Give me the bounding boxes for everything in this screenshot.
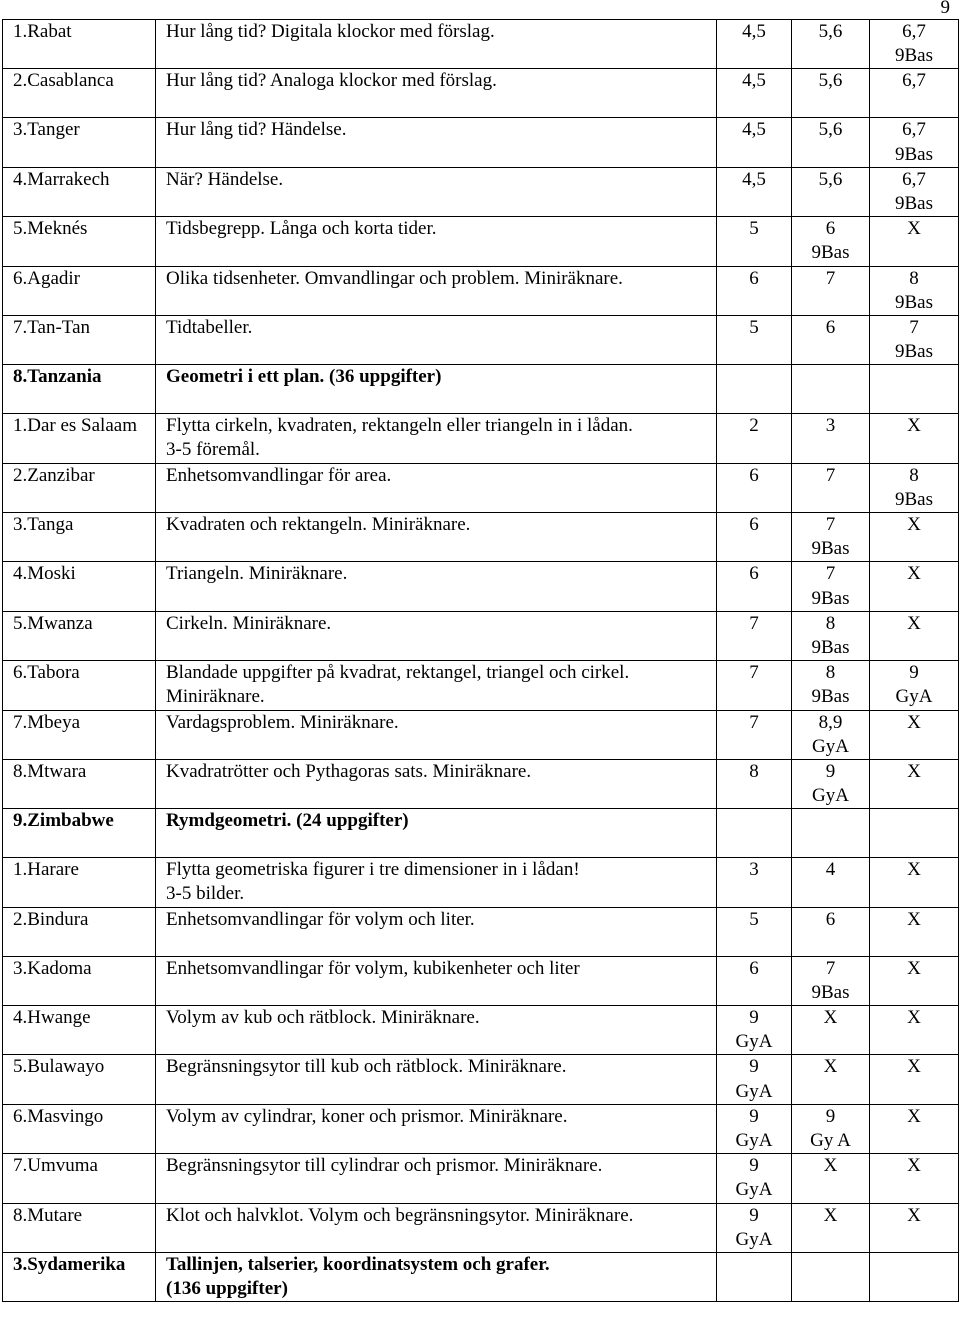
level-cell-b xyxy=(792,1104,870,1153)
exercise-name: 6.Tabora xyxy=(3,661,156,710)
description-line: Cirkeln. Miniräknare. xyxy=(166,612,332,634)
level-value: 7 xyxy=(825,957,836,979)
level-value: 5 xyxy=(749,908,759,930)
exercise-name: 2.Bindura xyxy=(3,907,156,956)
level-cell-c xyxy=(870,759,959,808)
description-line: Rymdgeometri. (24 uppgifter) xyxy=(166,810,409,832)
table-row xyxy=(3,611,959,660)
level-cell-c xyxy=(870,1154,959,1203)
level-value: 9 xyxy=(749,1105,759,1127)
exercise-description xyxy=(156,414,717,463)
level-value: 2 xyxy=(749,415,759,437)
exercise-description xyxy=(156,167,717,216)
level-cell-c xyxy=(870,217,959,266)
table-row xyxy=(3,759,959,808)
section-row xyxy=(3,1252,959,1301)
description-line: Tidsbegrepp. Långa och korta tider. xyxy=(166,218,437,240)
level-value: 6 xyxy=(825,316,836,338)
table-row xyxy=(3,956,959,1005)
table-row xyxy=(3,562,959,611)
level-value: 9Bas xyxy=(811,686,850,708)
level-cell-b xyxy=(792,1055,870,1104)
level-cell-b xyxy=(792,118,870,167)
level-value: 5,6 xyxy=(818,21,843,42)
level-cell-b xyxy=(792,315,870,364)
exercise-description xyxy=(156,217,717,266)
level-value: 4,5 xyxy=(742,70,766,92)
description-line: Enhetsomvandlingar för volym och liter. xyxy=(166,908,475,930)
table-row xyxy=(3,513,959,562)
level-cell-b xyxy=(792,69,870,118)
description-line: Begränsningsytor till kub och rätblock. Miniräknare. xyxy=(166,1056,567,1078)
exercise-description xyxy=(156,20,717,69)
level-cell-a xyxy=(717,1055,792,1104)
level-cell-a xyxy=(717,266,792,315)
level-cell-a xyxy=(717,858,792,907)
exercise-name: 1.Harare xyxy=(3,858,156,907)
table-row xyxy=(3,20,959,69)
level-value: 9 xyxy=(749,1007,759,1028)
level-value: 7 xyxy=(825,563,836,585)
level-cell-c xyxy=(870,562,959,611)
exercise-name: 1.Rabat xyxy=(3,20,156,69)
level-value: 8 xyxy=(749,760,759,782)
table-row xyxy=(3,1006,959,1055)
exercise-name: 5.Bulawayo xyxy=(3,1055,156,1104)
section-row xyxy=(3,809,959,858)
exercise-name: 4.Marrakech xyxy=(3,167,156,216)
level-cell-c xyxy=(870,414,959,463)
level-value: X xyxy=(907,1007,921,1028)
level-value: GyA xyxy=(735,1031,773,1053)
level-value: 9Bas xyxy=(811,636,850,658)
level-value: X xyxy=(907,218,921,240)
level-cell-b xyxy=(792,217,870,266)
table-row xyxy=(3,463,959,512)
level-value: X xyxy=(907,760,921,782)
level-cell-a xyxy=(717,463,792,512)
level-cell-b xyxy=(792,414,870,463)
exercise-name: 5.Mwanza xyxy=(3,611,156,660)
exercise-name: 2.Zanzibar xyxy=(3,463,156,512)
level-value: X xyxy=(823,1056,838,1078)
level-value: 7 xyxy=(825,464,836,486)
level-value: 6 xyxy=(825,908,836,930)
level-cell-c xyxy=(870,1252,959,1301)
level-cell-a xyxy=(717,907,792,956)
level-cell-a xyxy=(717,20,792,69)
table-row xyxy=(3,266,959,315)
table-row xyxy=(3,69,959,118)
level-cell-b xyxy=(792,1154,870,1203)
table-row xyxy=(3,1104,959,1153)
level-value: 8 xyxy=(909,464,919,486)
level-cell-a xyxy=(717,217,792,266)
exercise-description xyxy=(156,463,717,512)
level-value: X xyxy=(907,908,921,930)
level-cell-a xyxy=(717,315,792,364)
exercise-name: 1.Dar es Salaam xyxy=(3,414,156,463)
level-value: 6 xyxy=(749,957,759,979)
level-value: Gy A xyxy=(810,1129,851,1151)
description-line: Tallinjen, talserier, koordinatsystem och grafer. xyxy=(166,1253,550,1275)
exercise-name: 2.Casablanca xyxy=(3,69,156,118)
description-line: När? Händelse. xyxy=(166,168,284,190)
exercise-name: 6.Masvingo xyxy=(3,1104,156,1153)
table-row xyxy=(3,167,959,216)
level-value: X xyxy=(907,563,921,585)
level-value: 7 xyxy=(909,316,919,338)
level-cell-c xyxy=(870,710,959,759)
level-cell-a xyxy=(717,513,792,562)
level-value: 3 xyxy=(749,859,759,881)
level-value: 6 xyxy=(825,218,836,240)
level-cell-c xyxy=(870,266,959,315)
exercise-name: 3.Kadoma xyxy=(3,956,156,1005)
exercise-name: 3.Tanger xyxy=(3,118,156,167)
level-value: 5,6 xyxy=(818,70,843,92)
table-row xyxy=(3,661,959,710)
level-cell-c xyxy=(870,20,959,69)
level-value: 6 xyxy=(749,464,759,486)
level-value: 9Bas xyxy=(895,341,933,363)
exercise-description xyxy=(156,809,717,858)
level-value: 9 xyxy=(749,1204,759,1226)
level-value: X xyxy=(823,1007,838,1028)
level-value: X xyxy=(823,1155,838,1177)
level-value: X xyxy=(907,1056,921,1078)
level-cell-a xyxy=(717,1252,792,1301)
level-value: 5 xyxy=(749,218,759,240)
level-value: 6,7 xyxy=(902,70,926,92)
table-row xyxy=(3,1154,959,1203)
level-cell-a xyxy=(717,365,792,414)
exercise-description xyxy=(156,1203,717,1252)
table-row xyxy=(3,1055,959,1104)
level-value: 4,5 xyxy=(742,21,766,42)
exercise-description xyxy=(156,956,717,1005)
level-value: GyA xyxy=(895,686,933,708)
level-cell-b xyxy=(792,266,870,315)
level-value: 8,9 xyxy=(818,711,843,733)
level-value: 4,5 xyxy=(742,168,766,190)
exercise-description xyxy=(156,562,717,611)
level-value: X xyxy=(907,612,921,634)
level-cell-b xyxy=(792,710,870,759)
level-value: 9 xyxy=(749,1056,759,1078)
level-value: 9 xyxy=(909,662,919,684)
level-cell-b xyxy=(792,562,870,611)
exercise-name: 7.Mbeya xyxy=(3,710,156,759)
description-line: Flytta geometriska figurer i tre dimensioner in i lådan! xyxy=(166,859,580,881)
level-cell-b xyxy=(792,20,870,69)
level-value: 6 xyxy=(749,514,759,535)
level-value: 8 xyxy=(825,662,836,684)
level-cell-b xyxy=(792,167,870,216)
description-line: Enhetsomvandlingar för volym, kubikenheter och liter xyxy=(166,957,580,979)
level-value: 6,7 xyxy=(902,119,926,141)
level-value: GyA xyxy=(735,1129,773,1151)
level-value: X xyxy=(907,1105,921,1127)
level-cell-b xyxy=(792,956,870,1005)
level-value: X xyxy=(823,1204,838,1226)
level-cell-c xyxy=(870,118,959,167)
level-cell-c xyxy=(870,809,959,858)
level-value: 6 xyxy=(749,267,759,289)
level-value: 4 xyxy=(825,859,836,881)
level-value: 7 xyxy=(825,267,836,289)
exercise-name: 6.Agadir xyxy=(3,266,156,315)
description-line: Miniräknare. xyxy=(166,686,265,708)
description-line: 3-5 bilder. xyxy=(166,883,245,905)
description-line: Flytta cirkeln, kvadraten, rektangeln eller triangeln in i lådan. xyxy=(166,415,633,437)
exercise-description xyxy=(156,858,717,907)
level-cell-c xyxy=(870,1006,959,1055)
level-value: 5,6 xyxy=(818,168,843,190)
description-line: Kvadratrötter och Pythagoras sats. Miniräknare. xyxy=(166,760,532,782)
level-cell-a xyxy=(717,414,792,463)
level-cell-c xyxy=(870,167,959,216)
table-row xyxy=(3,710,959,759)
level-cell-c xyxy=(870,611,959,660)
description-line: Enhetsomvandlingar för area. xyxy=(166,464,392,486)
level-cell-a xyxy=(717,69,792,118)
description-line: 3-5 föremål. xyxy=(166,439,260,461)
exercise-description xyxy=(156,118,717,167)
exercise-name: 7.Tan-Tan xyxy=(3,315,156,364)
description-line: Triangeln. Miniräknare. xyxy=(166,563,348,585)
level-cell-c xyxy=(870,858,959,907)
level-value: X xyxy=(907,711,921,733)
level-value: 9Bas xyxy=(895,291,933,313)
level-value: X xyxy=(907,1204,921,1226)
level-value: GyA xyxy=(735,1179,773,1201)
exercise-description xyxy=(156,1104,717,1153)
level-value: 3 xyxy=(825,415,836,437)
level-cell-a xyxy=(717,956,792,1005)
level-cell-c xyxy=(870,907,959,956)
level-cell-a xyxy=(717,809,792,858)
exercise-name: 4.Moski xyxy=(3,562,156,611)
exercise-description xyxy=(156,513,717,562)
description-line: Geometri i ett plan. (36 uppgifter) xyxy=(166,366,442,388)
description-line: Volym av kub och rätblock. Miniräknare. xyxy=(166,1007,480,1028)
exercise-description xyxy=(156,365,717,414)
table-row xyxy=(3,118,959,167)
section-name: 9.Zimbabwe xyxy=(3,809,156,858)
level-cell-b xyxy=(792,365,870,414)
level-cell-a xyxy=(717,661,792,710)
level-cell-b xyxy=(792,809,870,858)
exercise-description xyxy=(156,907,717,956)
exercise-name: 8.Mutare xyxy=(3,1203,156,1252)
description-line: Blandade uppgifter på kvadrat, rektangel, triangel och cirkel. xyxy=(166,662,630,684)
level-cell-c xyxy=(870,69,959,118)
section-name: 8.Tanzania xyxy=(3,365,156,414)
exercise-description xyxy=(156,315,717,364)
level-value: 9Bas xyxy=(811,587,850,609)
level-value: 9Bas xyxy=(811,538,850,560)
level-value: X xyxy=(907,957,921,979)
description-line: Hur lång tid? Händelse. xyxy=(166,119,347,141)
level-cell-b xyxy=(792,858,870,907)
description-line: Begränsningsytor till cylindrar och prismor. Miniräknare. xyxy=(166,1155,603,1177)
level-cell-b xyxy=(792,1203,870,1252)
exercise-name: 3.Tanga xyxy=(3,513,156,562)
level-value: 9Bas xyxy=(895,192,933,214)
exercise-description xyxy=(156,710,717,759)
level-value: GyA xyxy=(735,1080,773,1102)
section-name: 3.Sydamerika xyxy=(3,1252,156,1301)
level-cell-c xyxy=(870,315,959,364)
table-row xyxy=(3,217,959,266)
exercise-name: 7.Umvuma xyxy=(3,1154,156,1203)
level-value: 7 xyxy=(749,711,759,733)
level-value: 5,6 xyxy=(818,119,843,141)
level-cell-b xyxy=(792,907,870,956)
description-line: Hur lång tid? Analoga klockor med förslag. xyxy=(166,70,497,92)
exercise-name: 5.Meknés xyxy=(3,217,156,266)
description-line: Klot och halvklot. Volym och begränsningsytor. Miniräknare. xyxy=(166,1204,634,1226)
level-cell-c xyxy=(870,661,959,710)
level-value: 9Bas xyxy=(895,45,933,67)
level-value: 5 xyxy=(749,316,759,338)
exercise-description xyxy=(156,1006,717,1055)
exercise-description xyxy=(156,661,717,710)
level-value: 6,7 xyxy=(902,21,926,42)
level-value: 6,7 xyxy=(902,168,926,190)
level-value: X xyxy=(907,415,921,437)
level-cell-a xyxy=(717,1203,792,1252)
description-line: (136 uppgifter) xyxy=(166,1278,288,1300)
level-cell-a xyxy=(717,1154,792,1203)
level-cell-b xyxy=(792,611,870,660)
level-cell-a xyxy=(717,1006,792,1055)
level-value: 7 xyxy=(749,612,759,634)
level-value: 4,5 xyxy=(742,119,766,141)
exercise-description xyxy=(156,266,717,315)
page-number: 9 xyxy=(940,0,950,18)
level-value: 9Bas xyxy=(811,981,850,1003)
description-line: Vardagsproblem. Miniräknare. xyxy=(166,711,399,733)
level-cell-c xyxy=(870,365,959,414)
table-row xyxy=(3,315,959,364)
table-row xyxy=(3,858,959,907)
level-cell-a xyxy=(717,562,792,611)
level-cell-c xyxy=(870,1203,959,1252)
level-value: GyA xyxy=(812,735,849,757)
level-value: 9Bas xyxy=(811,242,850,264)
description-line: Kvadraten och rektangeln. Miniräknare. xyxy=(166,514,471,535)
level-cell-a xyxy=(717,759,792,808)
level-value: 9 xyxy=(749,1155,759,1177)
level-value: 7 xyxy=(749,662,759,684)
exercise-description xyxy=(156,69,717,118)
exercise-name: 4.Hwange xyxy=(3,1006,156,1055)
exercise-description xyxy=(156,611,717,660)
level-value: 7 xyxy=(825,514,836,535)
section-row xyxy=(3,365,959,414)
level-cell-b xyxy=(792,1006,870,1055)
exercise-description xyxy=(156,759,717,808)
exercise-description xyxy=(156,1055,717,1104)
level-value: GyA xyxy=(735,1228,773,1250)
level-cell-b xyxy=(792,513,870,562)
level-value: 6 xyxy=(749,563,759,585)
level-cell-a xyxy=(717,1104,792,1153)
level-cell-c xyxy=(870,1104,959,1153)
level-cell-c xyxy=(870,956,959,1005)
level-cell-c xyxy=(870,1055,959,1104)
level-value: 8 xyxy=(909,267,919,289)
description-line: Olika tidsenheter. Omvandlingar och problem. Miniräknare. xyxy=(166,267,623,289)
level-value: 9 xyxy=(825,1105,836,1127)
level-value: 9Bas xyxy=(895,488,933,510)
table-row xyxy=(3,907,959,956)
table-row xyxy=(3,414,959,463)
level-cell-a xyxy=(717,611,792,660)
level-cell-b xyxy=(792,463,870,512)
exercise-name: 8.Mtwara xyxy=(3,759,156,808)
level-value: 9Bas xyxy=(895,143,933,165)
level-value: X xyxy=(907,514,921,535)
level-cell-c xyxy=(870,513,959,562)
exercise-description xyxy=(156,1154,717,1203)
level-value: X xyxy=(907,859,921,881)
level-value: GyA xyxy=(812,785,849,807)
level-cell-b xyxy=(792,1252,870,1301)
level-cell-b xyxy=(792,759,870,808)
exercise-description xyxy=(156,1252,717,1301)
level-cell-c xyxy=(870,463,959,512)
level-cell-a xyxy=(717,167,792,216)
level-cell-a xyxy=(717,118,792,167)
level-cell-a xyxy=(717,710,792,759)
level-value: X xyxy=(907,1155,921,1177)
level-value: 8 xyxy=(825,612,836,634)
description-line: Hur lång tid? Digitala klockor med förslag. xyxy=(166,21,495,42)
level-value: 9 xyxy=(825,760,836,782)
level-cell-b xyxy=(792,661,870,710)
table-row xyxy=(3,1203,959,1252)
description-line: Tidtabeller. xyxy=(166,316,253,338)
exercise-table xyxy=(2,19,959,1302)
description-line: Volym av cylindrar, koner och prismor. Miniräknare. xyxy=(166,1105,568,1127)
